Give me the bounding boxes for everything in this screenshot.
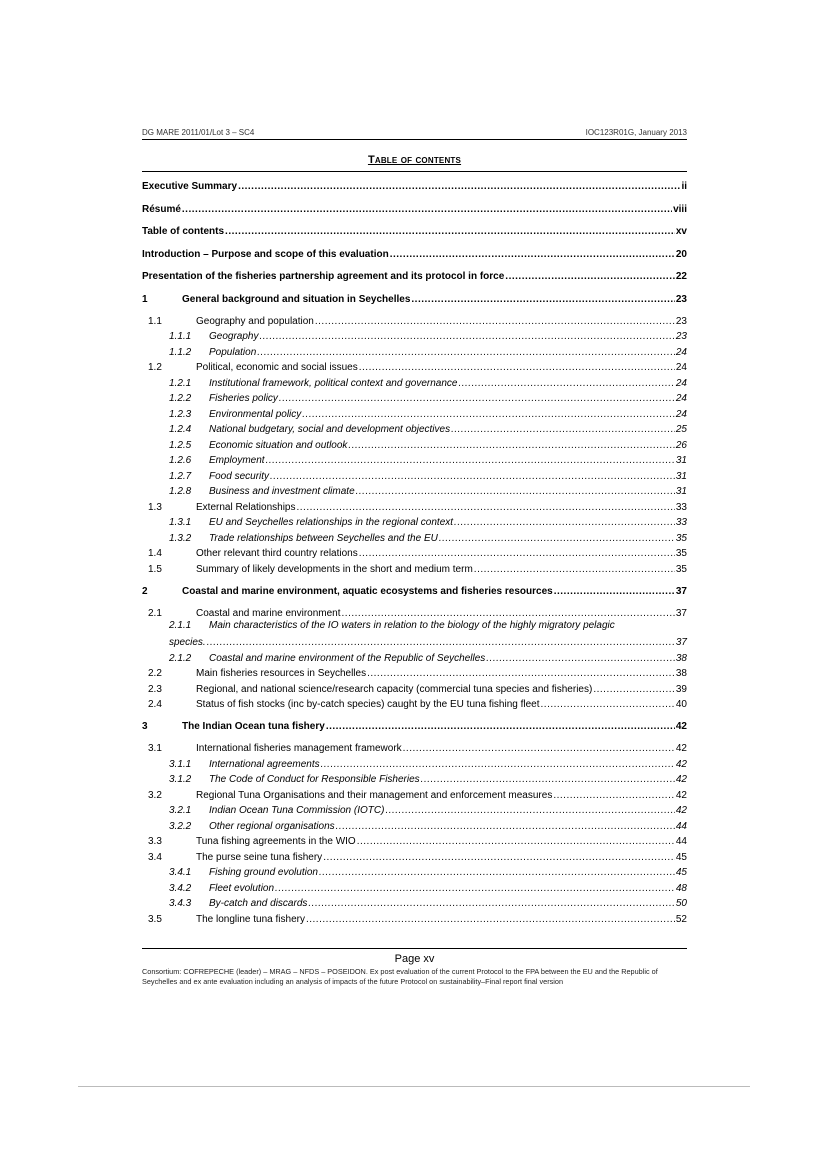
toc-leader-dots xyxy=(302,409,675,420)
toc-entry[interactable] xyxy=(142,756,687,770)
toc-leader-dots xyxy=(336,821,675,832)
bottom-divider xyxy=(78,1086,750,1087)
toc-entry-number: 1.2.4 xyxy=(169,424,192,435)
toc-leader-dots xyxy=(323,852,675,863)
toc-entry[interactable] xyxy=(142,545,687,559)
toc-entry-text: Geography and population xyxy=(196,315,314,327)
toc-leader-dots xyxy=(270,471,675,482)
toc-leader-dots xyxy=(266,455,675,466)
toc-entry-page: 25 xyxy=(675,424,687,435)
toc-entry-text: Geography xyxy=(209,331,259,342)
toc-entry-page: 48 xyxy=(675,882,687,894)
toc-entry-line xyxy=(169,620,714,631)
toc-leader-dots xyxy=(439,533,675,544)
toc-leader-dots xyxy=(458,378,674,389)
toc-leader-dots xyxy=(486,653,675,664)
toc-title: Table of contents xyxy=(367,154,462,166)
toc-entry-page: 31 xyxy=(675,470,687,482)
toc-entry[interactable] xyxy=(142,696,687,710)
toc-entry[interactable] xyxy=(142,178,687,192)
toc-entry[interactable] xyxy=(142,740,687,754)
toc-leader-dots xyxy=(326,721,675,732)
toc-entry-page: 44 xyxy=(675,836,687,847)
toc-entry-number: 2.1.2 xyxy=(169,652,192,664)
toc-leader-dots xyxy=(505,271,675,282)
toc-entry[interactable] xyxy=(142,634,687,648)
toc-entry-text: Presentation of the fisheries partnership agreement and its protocol in force xyxy=(142,271,505,282)
page-number: Page xv xyxy=(394,953,435,965)
header-divider xyxy=(142,139,687,140)
toc-leader-dots xyxy=(403,743,675,754)
toc-entry-number: 2.3 xyxy=(148,683,162,695)
toc-entry-page: 42 xyxy=(675,774,687,785)
toc-entry-text: Résumé xyxy=(142,203,181,215)
toc-entry[interactable] xyxy=(142,771,687,785)
toc-entry[interactable] xyxy=(142,344,687,358)
toc-leader-dots xyxy=(593,684,675,695)
toc-entry[interactable] xyxy=(142,530,687,544)
toc-entry-number: 1.5 xyxy=(148,563,162,575)
footer-divider xyxy=(142,948,687,949)
toc-entry-page: 40 xyxy=(675,699,687,710)
toc-entry-number: 1.1 xyxy=(148,315,162,327)
toc-entry-number: 1 xyxy=(142,293,148,305)
toc-leader-dots xyxy=(385,805,674,816)
toc-entry-number: 3.2 xyxy=(148,789,162,801)
toc-entry[interactable] xyxy=(142,833,687,847)
toc-entry-number: 3.4.1 xyxy=(169,867,192,878)
toc-entry-number: 3.4 xyxy=(148,851,162,863)
toc-entry[interactable] xyxy=(142,268,687,282)
toc-entry-text: Introduction – Purpose and scope of this evaluation xyxy=(142,248,389,260)
toc-entry-text: Regional Tuna Organisations and their management and enforcement measures xyxy=(196,789,553,801)
toc-entry-text: Trade relationships between Seychelles and the EU xyxy=(209,532,438,544)
toc-entry-text: Main fisheries resources in Seychelles xyxy=(196,668,367,679)
toc-entry-page: 23 xyxy=(675,331,687,342)
toc-entry[interactable] xyxy=(142,421,687,435)
toc-leader-dots xyxy=(474,564,675,575)
toc-entry-page: 24 xyxy=(675,362,687,373)
toc-entry-page: 20 xyxy=(675,248,687,260)
toc-entry-text: Political, economic and social issues xyxy=(196,362,358,373)
toc-entry-page: 24 xyxy=(675,393,687,404)
toc-entry[interactable] xyxy=(142,201,687,215)
toc-entry[interactable] xyxy=(142,818,687,832)
toc-entry-number: 1.2.5 xyxy=(169,439,192,451)
toc-entry-page: 37 xyxy=(675,607,687,619)
toc-leader-dots xyxy=(553,790,675,801)
toc-entry-page: 35 xyxy=(675,563,687,575)
toc-entry-page: 24 xyxy=(675,346,687,358)
toc-entry-page: 33 xyxy=(675,517,687,528)
toc-entry-text: The Indian Ocean tuna fishery xyxy=(182,721,325,732)
toc-entry-text: Population xyxy=(209,346,257,358)
toc-entry-number: 3.2.1 xyxy=(169,805,192,816)
toc-leader-dots xyxy=(356,486,675,497)
toc-entry-page: 39 xyxy=(675,683,687,695)
toc-entry-page: xv xyxy=(675,226,687,237)
toc-entry-text: Fishing ground evolution xyxy=(209,867,318,878)
header-left: DG MARE 2011/01/Lot 3 – SC4 xyxy=(142,128,255,137)
toc-leader-dots xyxy=(257,347,675,358)
toc-entry[interactable] xyxy=(142,561,687,575)
toc-entry[interactable] xyxy=(142,787,687,801)
toc-entry[interactable] xyxy=(142,681,687,695)
toc-entry-text: Environmental policy xyxy=(209,408,302,420)
toc-entry[interactable] xyxy=(142,313,687,327)
toc-entry-number: 1.2.8 xyxy=(169,486,192,497)
toc-entry-number: 2 xyxy=(142,585,148,597)
toc-entry-number: 1.3.2 xyxy=(169,532,192,544)
toc-entry[interactable] xyxy=(142,406,687,420)
toc-entry-page: viii xyxy=(673,203,687,215)
toc-leader-dots xyxy=(225,226,675,237)
toc-leader-dots xyxy=(359,548,675,559)
toc-leader-dots xyxy=(297,502,675,513)
toc-entry-number: 3 xyxy=(142,721,148,732)
toc-entry[interactable] xyxy=(142,246,687,260)
toc-entry-text: Economic situation and outlook xyxy=(209,439,348,451)
toc-entry-text: International fisheries management framework xyxy=(196,743,402,754)
consortium-note: Consortium: COFREPECHE (leader) – MRAG – NFDS – POSEIDON. Ex post evaluation of the current Protocol to the FPA between the EU and the Republic of Seychelles and ex ante evaluation including an analysis of impacts of the future Protocol on sustainability–Final report final version xyxy=(142,967,658,986)
toc-entry-page: 23 xyxy=(675,315,687,327)
toc-entry-number: 1.2.3 xyxy=(169,408,192,420)
toc-entry[interactable] xyxy=(142,328,687,342)
toc-entry-number: 1.2 xyxy=(148,362,162,373)
toc-entry[interactable] xyxy=(142,583,687,597)
toc-entry-text: Business and investment climate xyxy=(209,486,355,497)
toc-entry[interactable] xyxy=(142,605,687,619)
toc-entry-number: 1.1.1 xyxy=(169,331,192,342)
toc-entry[interactable] xyxy=(142,452,687,466)
toc-entry-page: 26 xyxy=(675,439,687,451)
toc-entry[interactable] xyxy=(142,718,687,732)
toc-entry-page: 50 xyxy=(675,898,687,909)
toc-entry-page: 52 xyxy=(675,913,687,925)
toc-leader-dots xyxy=(259,331,674,342)
toc-entry-text: National budgetary, social and development objectives xyxy=(209,424,451,435)
toc-entry-text: Fisheries policy xyxy=(209,393,278,404)
toc-entry-text: Other relevant third country relations xyxy=(196,548,358,559)
toc-entry-text: Other regional organisations xyxy=(209,820,335,832)
toc-entry[interactable] xyxy=(142,665,687,679)
toc-leader-dots xyxy=(321,759,675,770)
toc-leader-dots xyxy=(342,608,675,619)
toc-entry[interactable] xyxy=(142,514,687,528)
toc-entry[interactable] xyxy=(142,223,687,237)
toc-entry[interactable] xyxy=(142,359,687,373)
toc-leader-dots xyxy=(275,883,675,894)
toc-entry-text: Indian Ocean Tuna Commission (IOTC) xyxy=(209,805,385,816)
toc-entry-number: 3.3 xyxy=(148,836,162,847)
toc-entry[interactable] xyxy=(142,650,687,664)
header-right: IOC123R01G, January 2013 xyxy=(585,128,687,137)
toc-entry-number: 3.4.3 xyxy=(169,898,192,909)
toc-entry[interactable] xyxy=(142,895,687,909)
toc-entry[interactable] xyxy=(142,375,687,389)
toc-leader-dots xyxy=(308,898,674,909)
toc-entry-page: 38 xyxy=(675,668,687,679)
title-divider xyxy=(142,171,687,172)
toc-entry-number: 2.2 xyxy=(148,668,162,679)
toc-entry-number: 1.3 xyxy=(148,501,162,513)
toc-entry-page: 23 xyxy=(675,293,687,305)
toc-leader-dots xyxy=(454,517,675,528)
toc-entry-text: Coastal and marine environment xyxy=(196,607,341,619)
toc-entry-page: 33 xyxy=(675,501,687,513)
toc-leader-dots xyxy=(357,836,675,847)
toc-entry-number: 3.4.2 xyxy=(169,882,192,894)
toc-entry-page: 42 xyxy=(675,805,687,816)
toc-entry-text: Food security xyxy=(209,470,270,482)
toc-entry-text: Institutional framework, political context and governance xyxy=(209,377,458,389)
toc-leader-dots xyxy=(207,637,675,648)
toc-entry-text: Employment xyxy=(209,455,265,466)
toc-entry-text: Coastal and marine environment of the Republic of Seychelles xyxy=(209,652,486,664)
toc-leader-dots xyxy=(359,362,675,373)
toc-entry-number: 1.3.1 xyxy=(169,517,192,528)
toc-entry-page: 37 xyxy=(675,585,687,597)
toc-entry-number: 1.2.2 xyxy=(169,393,192,404)
toc-entry-text: Coastal and marine environment, aquatic ecosystems and fisheries resources xyxy=(182,585,553,597)
toc-entry-page: 44 xyxy=(675,820,687,832)
toc-entry-text: Table of contents xyxy=(142,226,225,237)
toc-leader-dots xyxy=(306,914,675,925)
toc-entry[interactable] xyxy=(142,390,687,404)
toc-entry[interactable] xyxy=(142,468,687,482)
toc-leader-dots xyxy=(411,294,674,305)
toc-entry-number: 3.2.2 xyxy=(169,820,192,832)
toc-entry[interactable] xyxy=(142,880,687,894)
toc-entry[interactable] xyxy=(142,849,687,863)
toc-leader-dots xyxy=(541,699,675,710)
toc-entry-number: 1.2.7 xyxy=(169,470,192,482)
toc-entry-page: 45 xyxy=(675,851,687,863)
toc-leader-dots xyxy=(451,424,675,435)
toc-entry-number: 1.2.1 xyxy=(169,377,192,389)
toc-entry-text: Regional, and national science/research capacity (commercial tuna species and fisheries) xyxy=(196,683,593,695)
toc-entry-page: 37 xyxy=(675,637,687,648)
toc-entry-text: Fleet evolution xyxy=(209,882,275,894)
toc-entry-text: The purse seine tuna fishery xyxy=(196,851,323,863)
toc-entry-number: 3.1.2 xyxy=(169,774,192,785)
toc-entry-text: By-catch and discards xyxy=(209,898,308,909)
toc-entry-text: Executive Summary xyxy=(142,181,238,192)
toc-leader-dots xyxy=(238,181,680,192)
toc-entry-page: 35 xyxy=(675,532,687,544)
toc-entry-text: Main characteristics of the IO waters in relation to the biology of the highly migratory pelagic xyxy=(209,620,615,631)
toc-leader-dots xyxy=(367,668,675,679)
toc-leader-dots xyxy=(279,393,675,404)
toc-entry-text: Tuna fishing agreements in the WIO xyxy=(196,836,356,847)
toc-entry-number: 3.1 xyxy=(148,743,162,754)
toc-entry-text: species. xyxy=(169,637,206,648)
toc-entry[interactable] xyxy=(142,499,687,513)
toc-entry[interactable] xyxy=(142,437,687,451)
toc-leader-dots xyxy=(554,586,675,597)
toc-entry-page: 42 xyxy=(675,743,687,754)
toc-entry-number: 2.1.1 xyxy=(169,620,192,631)
toc-leader-dots xyxy=(182,204,672,215)
toc-entry-text: External Relationships xyxy=(196,501,296,513)
toc-leader-dots xyxy=(315,316,675,327)
toc-entry-page: 31 xyxy=(675,455,687,466)
toc-entry-text: Status of fish stocks (inc by-catch species) caught by the EU tuna fishing fleet xyxy=(196,699,540,710)
toc-entry[interactable] xyxy=(142,802,687,816)
toc-entry[interactable] xyxy=(142,911,687,925)
toc-entry-number: 1.1.2 xyxy=(169,346,192,358)
toc-entry-page: 24 xyxy=(675,377,687,389)
toc-entry-number: 1.2.6 xyxy=(169,455,192,466)
toc-entry-text: The longline tuna fishery xyxy=(196,913,305,925)
toc-entry-number: 3.5 xyxy=(148,913,162,925)
toc-entry-page: ii xyxy=(681,181,687,192)
toc-entry-text: International agreements xyxy=(209,758,320,770)
toc-entry-text: The Code of Conduct for Responsible Fisheries xyxy=(209,774,420,785)
toc-entry-page: 42 xyxy=(675,758,687,770)
toc-leader-dots xyxy=(348,440,674,451)
toc-entry-number: 1.4 xyxy=(148,548,162,559)
toc-leader-dots xyxy=(421,774,675,785)
toc-entry[interactable] xyxy=(142,864,687,878)
toc-entry-page: 24 xyxy=(675,408,687,420)
toc-entry-page: 35 xyxy=(675,548,687,559)
toc-entry-page: 31 xyxy=(675,486,687,497)
toc-entry-page: 42 xyxy=(675,721,687,732)
toc-entry-page: 45 xyxy=(675,867,687,878)
toc-entry-page: 42 xyxy=(675,789,687,801)
toc-entry-page: 22 xyxy=(675,271,687,282)
toc-entry-number: 3.1.1 xyxy=(169,758,192,770)
toc-entry-page: 38 xyxy=(675,652,687,664)
toc-leader-dots xyxy=(319,867,675,878)
toc-leader-dots xyxy=(390,249,675,260)
toc-entry-number: 2.4 xyxy=(148,699,162,710)
toc-entry-text: EU and Seychelles relationships in the regional context xyxy=(209,517,454,528)
toc-entry[interactable] xyxy=(142,291,687,305)
toc-entry-number: 2.1 xyxy=(148,607,162,619)
toc-entry[interactable] xyxy=(142,483,687,497)
toc-entry-text: Summary of likely developments in the short and medium term xyxy=(196,563,473,575)
toc-entry-text: General background and situation in Seychelles xyxy=(182,293,411,305)
